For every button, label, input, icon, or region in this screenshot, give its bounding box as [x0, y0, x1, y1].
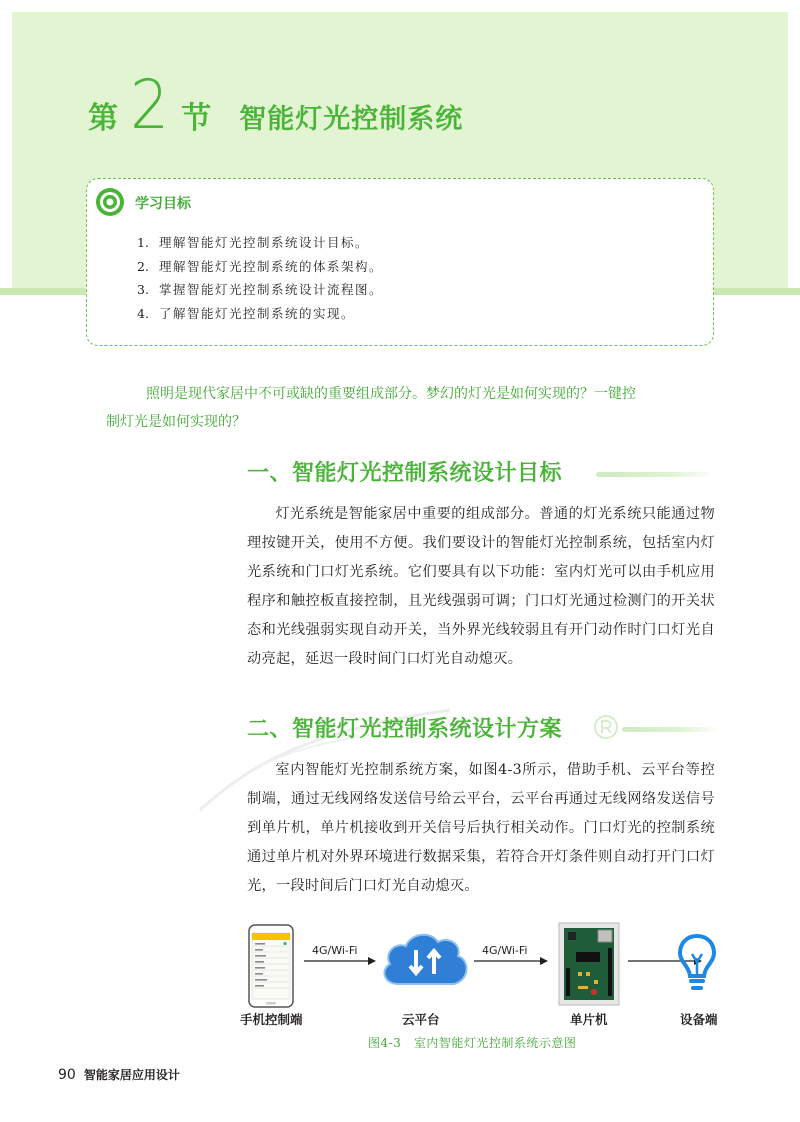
label-cloud-platform: 云平台	[402, 1012, 440, 1027]
chapter-suffix: 节	[181, 101, 212, 136]
label-phone-control: 手机控制端	[240, 1012, 303, 1027]
goal-text: 理解智能灯光控制系统设计目标。	[159, 235, 370, 250]
goal-text: 掌握智能灯光控制系统设计流程图。	[159, 282, 384, 297]
microcontroller-board-icon	[558, 922, 620, 1006]
arrow-2-label: 4G/Wi-Fi	[482, 944, 528, 957]
goal-text: 了解智能灯光控制系统的实现。	[159, 305, 356, 321]
section-1-title: 一、智能灯光控制系统设计目标	[247, 461, 563, 486]
chapter-prefix: 第	[88, 101, 118, 136]
book-title: 智能家居应用设计	[83, 1068, 180, 1082]
goal-item	[137, 255, 383, 279]
section-1-rule	[596, 472, 716, 477]
learning-goals-list	[137, 231, 383, 325]
goal-number: 1.	[137, 235, 149, 250]
label-microcontroller: 单片机	[570, 1012, 608, 1027]
intro-paragraph	[106, 380, 666, 436]
target-icon	[95, 187, 125, 217]
chapter-name: 智能灯光控制系统	[239, 104, 464, 135]
arrow-right-icon	[474, 956, 548, 966]
section-2-title: 二、智能灯光控制系统设计方案	[247, 717, 563, 742]
figure-4-3	[236, 918, 736, 1028]
chapter-title	[88, 66, 464, 145]
goal-item	[137, 231, 383, 255]
learning-goals-box	[86, 178, 714, 346]
chapter-number: 2	[130, 66, 170, 145]
section-1-paragraph: 灯光系统是智能家居中重要的组成部分。普通的灯光系统只能通过物理按键开关，使用不方便。我们要设计的智能灯光控制系统，包括室内灯光系统和门口灯光系统。它们要具有以下功能：室内灯光可以由手机应用程序和触控板直接控制，且光线强弱可调；门口灯光通过检测门的开关状态和光线强弱实现自动开关，当外界光线较弱且有开门动作时门口灯光自动亮起，延迟一段时间门口灯光自动熄灭。	[247, 506, 715, 667]
intro-line-1: 照明是现代家居中不可或缺的重要组成部分。梦幻的灯光是如何实现的？一键控	[146, 386, 636, 402]
page-number: 90	[58, 1067, 76, 1083]
goal-item	[137, 278, 383, 302]
light-bulb-icon	[676, 932, 718, 996]
goal-number: 4.	[137, 305, 149, 321]
cloud-platform-icon	[378, 926, 472, 992]
smartphone-icon	[248, 924, 294, 1008]
goal-number: 2.	[137, 258, 149, 274]
figure-caption: 图4-3 室内智能灯光控制系统示意图	[368, 1036, 577, 1050]
section-2-paragraph: 室内智能灯光控制系统方案，如图4-3所示，借助手机、云平台等控制端，通过无线网络发送信号给云平台，云平台再通过无线网络发送信号到单片机，单片机接收到开关信号后执行相关动作。门口灯光的控制系统通过单片机对外界环境进行数据采集，若符合开灯条件则自动打开门口灯光，一段时间后门口灯光自动熄灭。	[247, 762, 715, 894]
page-footer	[58, 1066, 180, 1083]
registered-mark-icon	[592, 713, 620, 741]
goal-item	[137, 302, 383, 326]
arrow-right-icon	[304, 956, 376, 966]
goal-text: 理解智能灯光控制系统的体系架构。	[159, 258, 384, 274]
section-2-rule	[622, 727, 718, 732]
intro-line-2: 制灯光是如何实现的？	[106, 414, 246, 430]
arrow-1-label: 4G/Wi-Fi	[312, 944, 358, 957]
goal-number: 3.	[137, 282, 149, 297]
label-device: 设备端	[680, 1012, 718, 1027]
learning-goals-title: 学习目标	[135, 196, 191, 212]
